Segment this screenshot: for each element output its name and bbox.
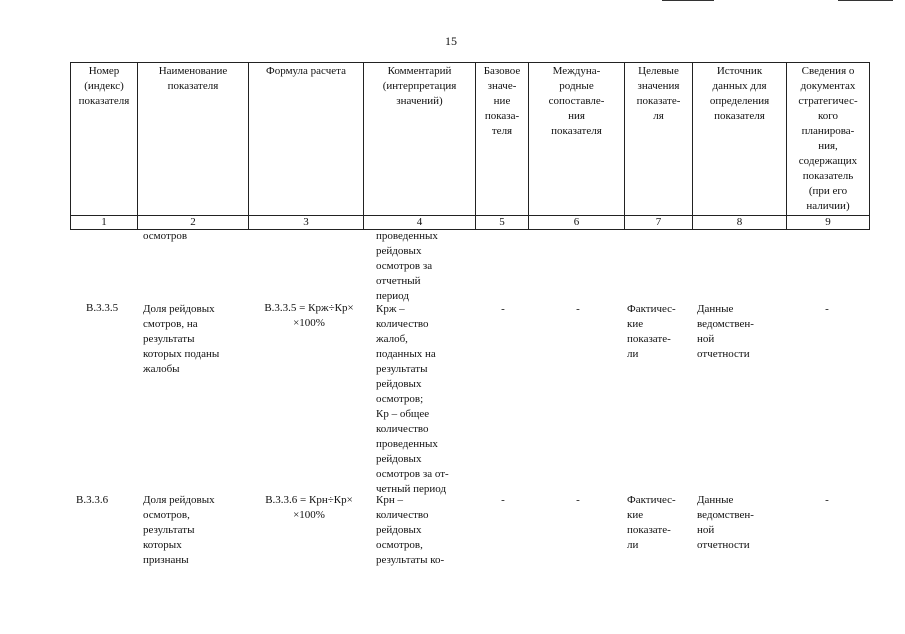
row-international: - (576, 303, 580, 315)
column-number: 7 (625, 216, 693, 230)
column-number: 5 (476, 216, 529, 230)
row-name: Доля рейдовых осмотров, результаты которых признаны (143, 494, 215, 566)
continuation-name: осмотров (143, 230, 188, 242)
column-number: 9 (787, 216, 870, 230)
row-international: - (576, 494, 580, 506)
header-documents: Сведения о документах стратегичес- кого планирова- ния, содержащих показатель (при его наличии) (787, 63, 870, 216)
row-formula: В.3.3.5 = Крж÷Кр× ×100% (264, 302, 354, 329)
row-index: В.3.3.6 (76, 494, 109, 506)
row-name: Доля рейдовых смотров, на результаты которых поданы жалобы (143, 303, 220, 375)
row-index: В.3.3.5 (86, 302, 119, 314)
header-formula: Формула расчета (249, 63, 364, 216)
row-source: Данные ведомствен- ной отчетности (697, 303, 754, 360)
page-number: 15 (445, 34, 457, 48)
row-documents: - (825, 303, 829, 315)
row-documents: - (825, 494, 829, 506)
continuation-comment: проведенных рейдовых осмотров за отчетный период (376, 230, 438, 302)
header-index: Номер (индекс) показателя (71, 63, 138, 216)
row-target: Фактичес- кие показате- ли (627, 494, 676, 551)
column-number: 6 (529, 216, 625, 230)
scan-line (838, 0, 893, 1)
header-international: Междуна- родные сопоставле- ния показателя (529, 63, 625, 216)
row-source: Данные ведомствен- ной отчетности (697, 494, 754, 551)
column-number: 4 (364, 216, 476, 230)
column-number: 1 (71, 216, 138, 230)
row-target: Фактичес- кие показате- ли (627, 303, 676, 360)
header-target: Целевые значения показате- ля (625, 63, 693, 216)
header-name: Наименование показателя (138, 63, 249, 216)
row-base-value: - (501, 303, 505, 315)
column-number: 8 (693, 216, 787, 230)
row-comment: Крж – количество жалоб, поданных на результаты рейдовых осмотров; Кр – общее количество проведенных рейдовых осмотров за от- четный период (376, 303, 449, 495)
row-base-value: - (501, 494, 505, 506)
column-number: 3 (249, 216, 364, 230)
header-source: Источник данных для определения показателя (693, 63, 787, 216)
row-comment: Крн – количество рейдовых осмотров, результаты ко- (376, 494, 445, 566)
header-comment: Комментарий (интерпретация значений) (364, 63, 476, 216)
indicator-table-header (70, 62, 870, 230)
column-number: 2 (138, 216, 249, 230)
scan-line (662, 0, 714, 1)
header-base-value: Базовое значе- ние показа- теля (476, 63, 529, 216)
row-formula: В.3.3.6 = Крн÷Кр× ×100% (265, 494, 353, 521)
